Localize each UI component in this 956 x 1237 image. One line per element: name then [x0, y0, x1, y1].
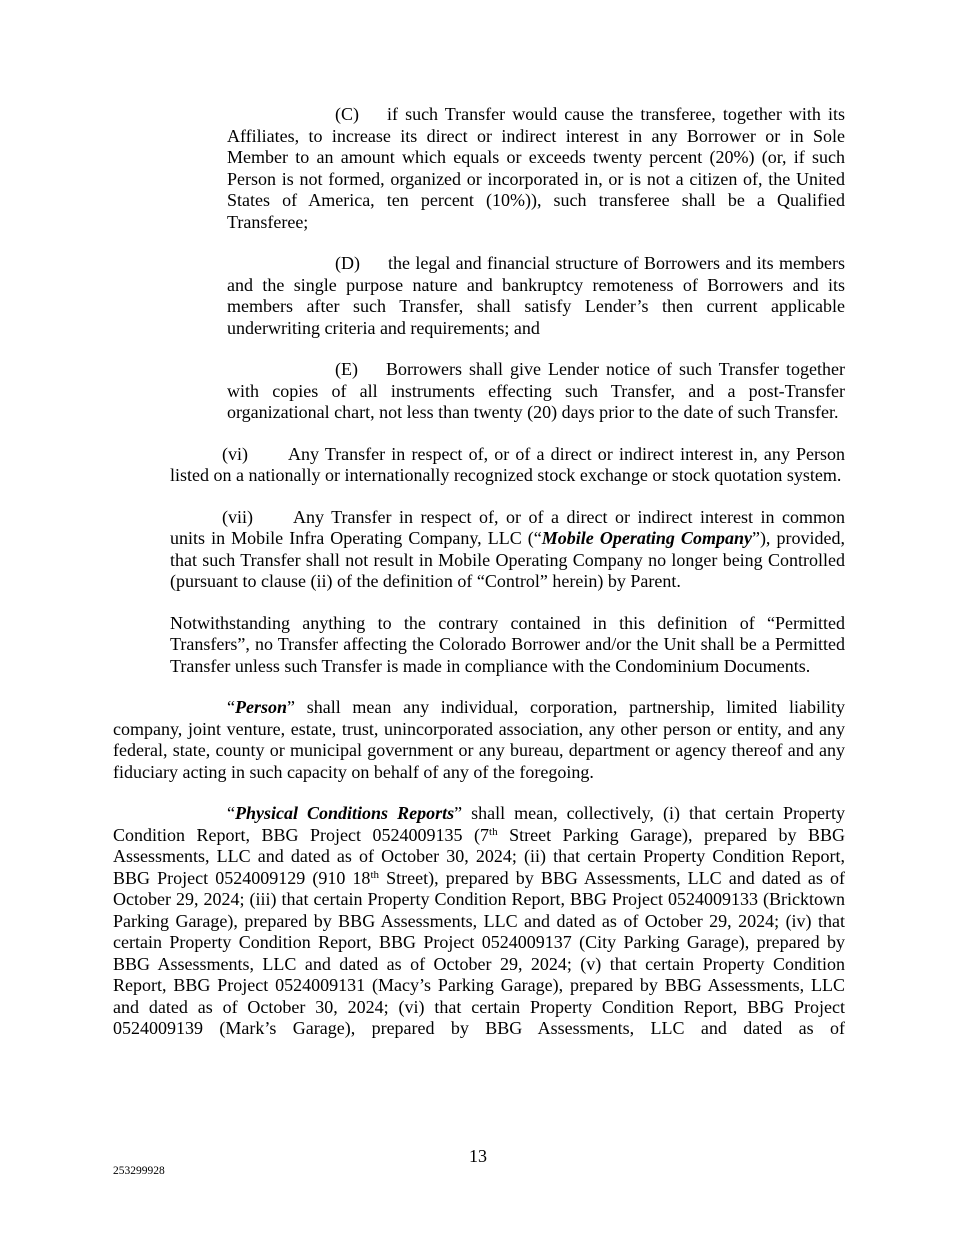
paragraph-vii [170, 507, 845, 593]
paragraph-vi-text: Any Transfer in respect of, or of a direct or indirect interest in, any Person listed on a nationally or internationally recognized stock exchange or stock quotation system. [170, 443, 845, 485]
paragraph-physical-conditions-definition [113, 803, 845, 1040]
open-quote: “ [227, 803, 235, 823]
paragraph-c-label: (C) [335, 104, 359, 124]
paragraph-vi-label: (vi) [222, 443, 248, 464]
paragraph-d [227, 253, 845, 339]
defined-term-mobile-operating-company: Mobile Operating Company [541, 528, 752, 548]
page-number: 13 [469, 1146, 487, 1166]
paragraph-c-text: if such Transfer would cause the transferee, together with its Affiliates, to increase its direct or indirect interest in any Borrower or in Sole Member to an amount which equals or exceeds twenty percent (20%) (or, if such Person is not formed, organized or incorporated in, or is not a citizen of, the United States of America, ten percent (10%)), such transferee shall be a Qualified Transferee; [227, 104, 845, 232]
physical-conditions-text-3: Street), prepared by BBG Assessments, LLC and dated as of October 29, 2024; (iii) that certain Property Condition Report, BBG Project 0524009133 (Bricktown Parking Garage), prepared by BBG Assessments, LLC and dated as of October 29, 2024; (iv) that certain Property Condition Report, BBG Project 0524009137 (City Parking Garage), prepared by BBG Assessments, LLC and dated as of October 29, 2024; (v) that certain Property Condition Report, BBG Project 0524009131 (Macy’s Parking Garage), prepared by BBG Assessments, LLC and dated as of October 30, 2024; (vi) that certain Property Condition Report, BBG Project 0524009139 (Mark’s Garage), prepared by BBG Assessments, LLC and dated as of [113, 867, 845, 1038]
defined-term-person: Person [235, 697, 288, 717]
tab-spacer [253, 522, 293, 523]
physical-conditions-text-2: Street Parking Garage), prepared by BBG Assessments, LLC and dated as of October 30, 2024; (ii) that certain Property Condition Report, BBG Project 0524009129 (910 18 [113, 824, 845, 888]
paragraph-e-text: Borrowers shall give Lender notice of such Transfer together with copies of all instruments effecting such Transfer, and a post-Transfer organizational chart, not less than twenty (20) days prior to the date of such Transfer. [227, 359, 845, 422]
paragraph-notwithstanding-text: Notwithstanding anything to the contrary contained in this definition of “Permitted Transfers”, no Transfer affecting the Colorado Borrower and/or the Unit shall be a Permitted Transfer unless such Transfer is made in compliance with the Condominium Documents. [170, 612, 845, 676]
paragraph-c [227, 104, 845, 233]
paragraph-vii-text-after: ”), provided, that such Transfer shall not result in Mobile Operating Company no longer being Controlled (pursuant to clause (ii) of the definition of “Control” herein) by Parent. [170, 528, 845, 591]
ordinal-superscript-th: th [370, 868, 379, 881]
open-quote: “ [227, 697, 235, 717]
tab-spacer [359, 119, 387, 120]
paragraph-notwithstanding [170, 613, 845, 678]
physical-conditions-text-1: ” shall mean, collectively, (i) that certain Property Condition Report, BBG Project 0524009135 (7 [113, 803, 845, 845]
paragraph-e-label: (E) [335, 359, 358, 379]
paragraph-e [227, 359, 845, 424]
document-id-number: 253299928 [113, 1165, 165, 1177]
paragraph-person-definition [113, 697, 845, 783]
tab-spacer [360, 268, 388, 269]
ordinal-superscript-th: th [489, 825, 498, 838]
tab-spacer [358, 374, 386, 375]
defined-term-physical-conditions-reports: Physical Conditions Reports [235, 803, 455, 823]
paragraph-d-label: (D) [335, 253, 360, 273]
page-content [113, 104, 845, 1060]
paragraph-vii-label: (vii) [222, 506, 253, 527]
tab-spacer [248, 459, 288, 460]
paragraph-vii-text-before: Any Transfer in respect of, or of a direct or indirect interest in common units in Mobile Infra Operating Company, LLC (“ [170, 506, 845, 548]
paragraph-vi [170, 444, 845, 487]
paragraph-d-text: the legal and financial structure of Borrowers and its members and the single purpose nature and bankruptcy remoteness of Borrowers and its members after such Transfer, shall satisfy Lender’s then current applicable underwriting criteria and requirements; and [227, 253, 845, 338]
paragraph-person-text: ” shall mean any individual, corporation, partnership, limited liability company, joint venture, estate, trust, unincorporated association, any other person or entity, and any federal, state, county or municipal government or any bureau, department or agency thereof and any fiduciary acting in such capacity on behalf of any of the foregoing. [113, 697, 845, 782]
